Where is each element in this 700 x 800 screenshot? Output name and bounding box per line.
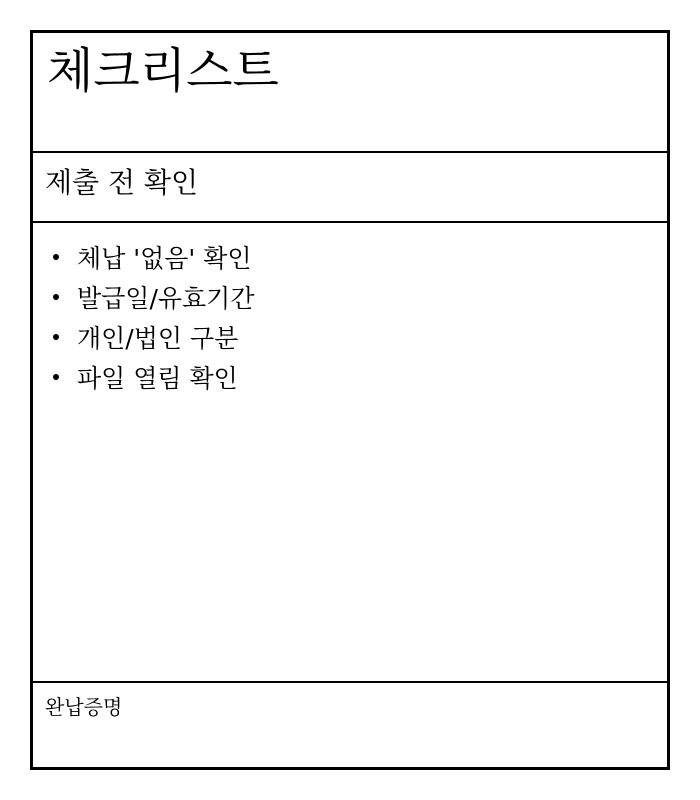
checklist-item <box>53 357 254 397</box>
checklist-item-text: 개인/법인 구분 <box>77 324 239 353</box>
card-subheader <box>33 153 667 223</box>
bullet-icon <box>53 374 59 380</box>
footer-label: 완납증명 <box>45 695 123 719</box>
checklist-item-text: 파일 열림 확인 <box>77 364 238 393</box>
bullet-icon <box>53 254 59 260</box>
card-title: 체크리스트 <box>47 43 279 99</box>
card-subtitle: 제출 전 확인 <box>45 166 199 199</box>
checklist-item <box>53 317 254 357</box>
checklist-card <box>30 30 670 770</box>
checklist-item <box>53 237 254 277</box>
checklist-item <box>53 277 254 317</box>
card-footer <box>33 683 667 767</box>
checklist-item-text: 체납 '없음' 확인 <box>77 244 252 273</box>
bullet-icon <box>53 334 59 340</box>
checklist-item-text: 발급일/유효기간 <box>77 284 255 313</box>
checklist-items <box>53 237 254 397</box>
bullet-icon <box>53 294 59 300</box>
checklist-content <box>33 223 667 683</box>
card-header <box>33 33 667 153</box>
